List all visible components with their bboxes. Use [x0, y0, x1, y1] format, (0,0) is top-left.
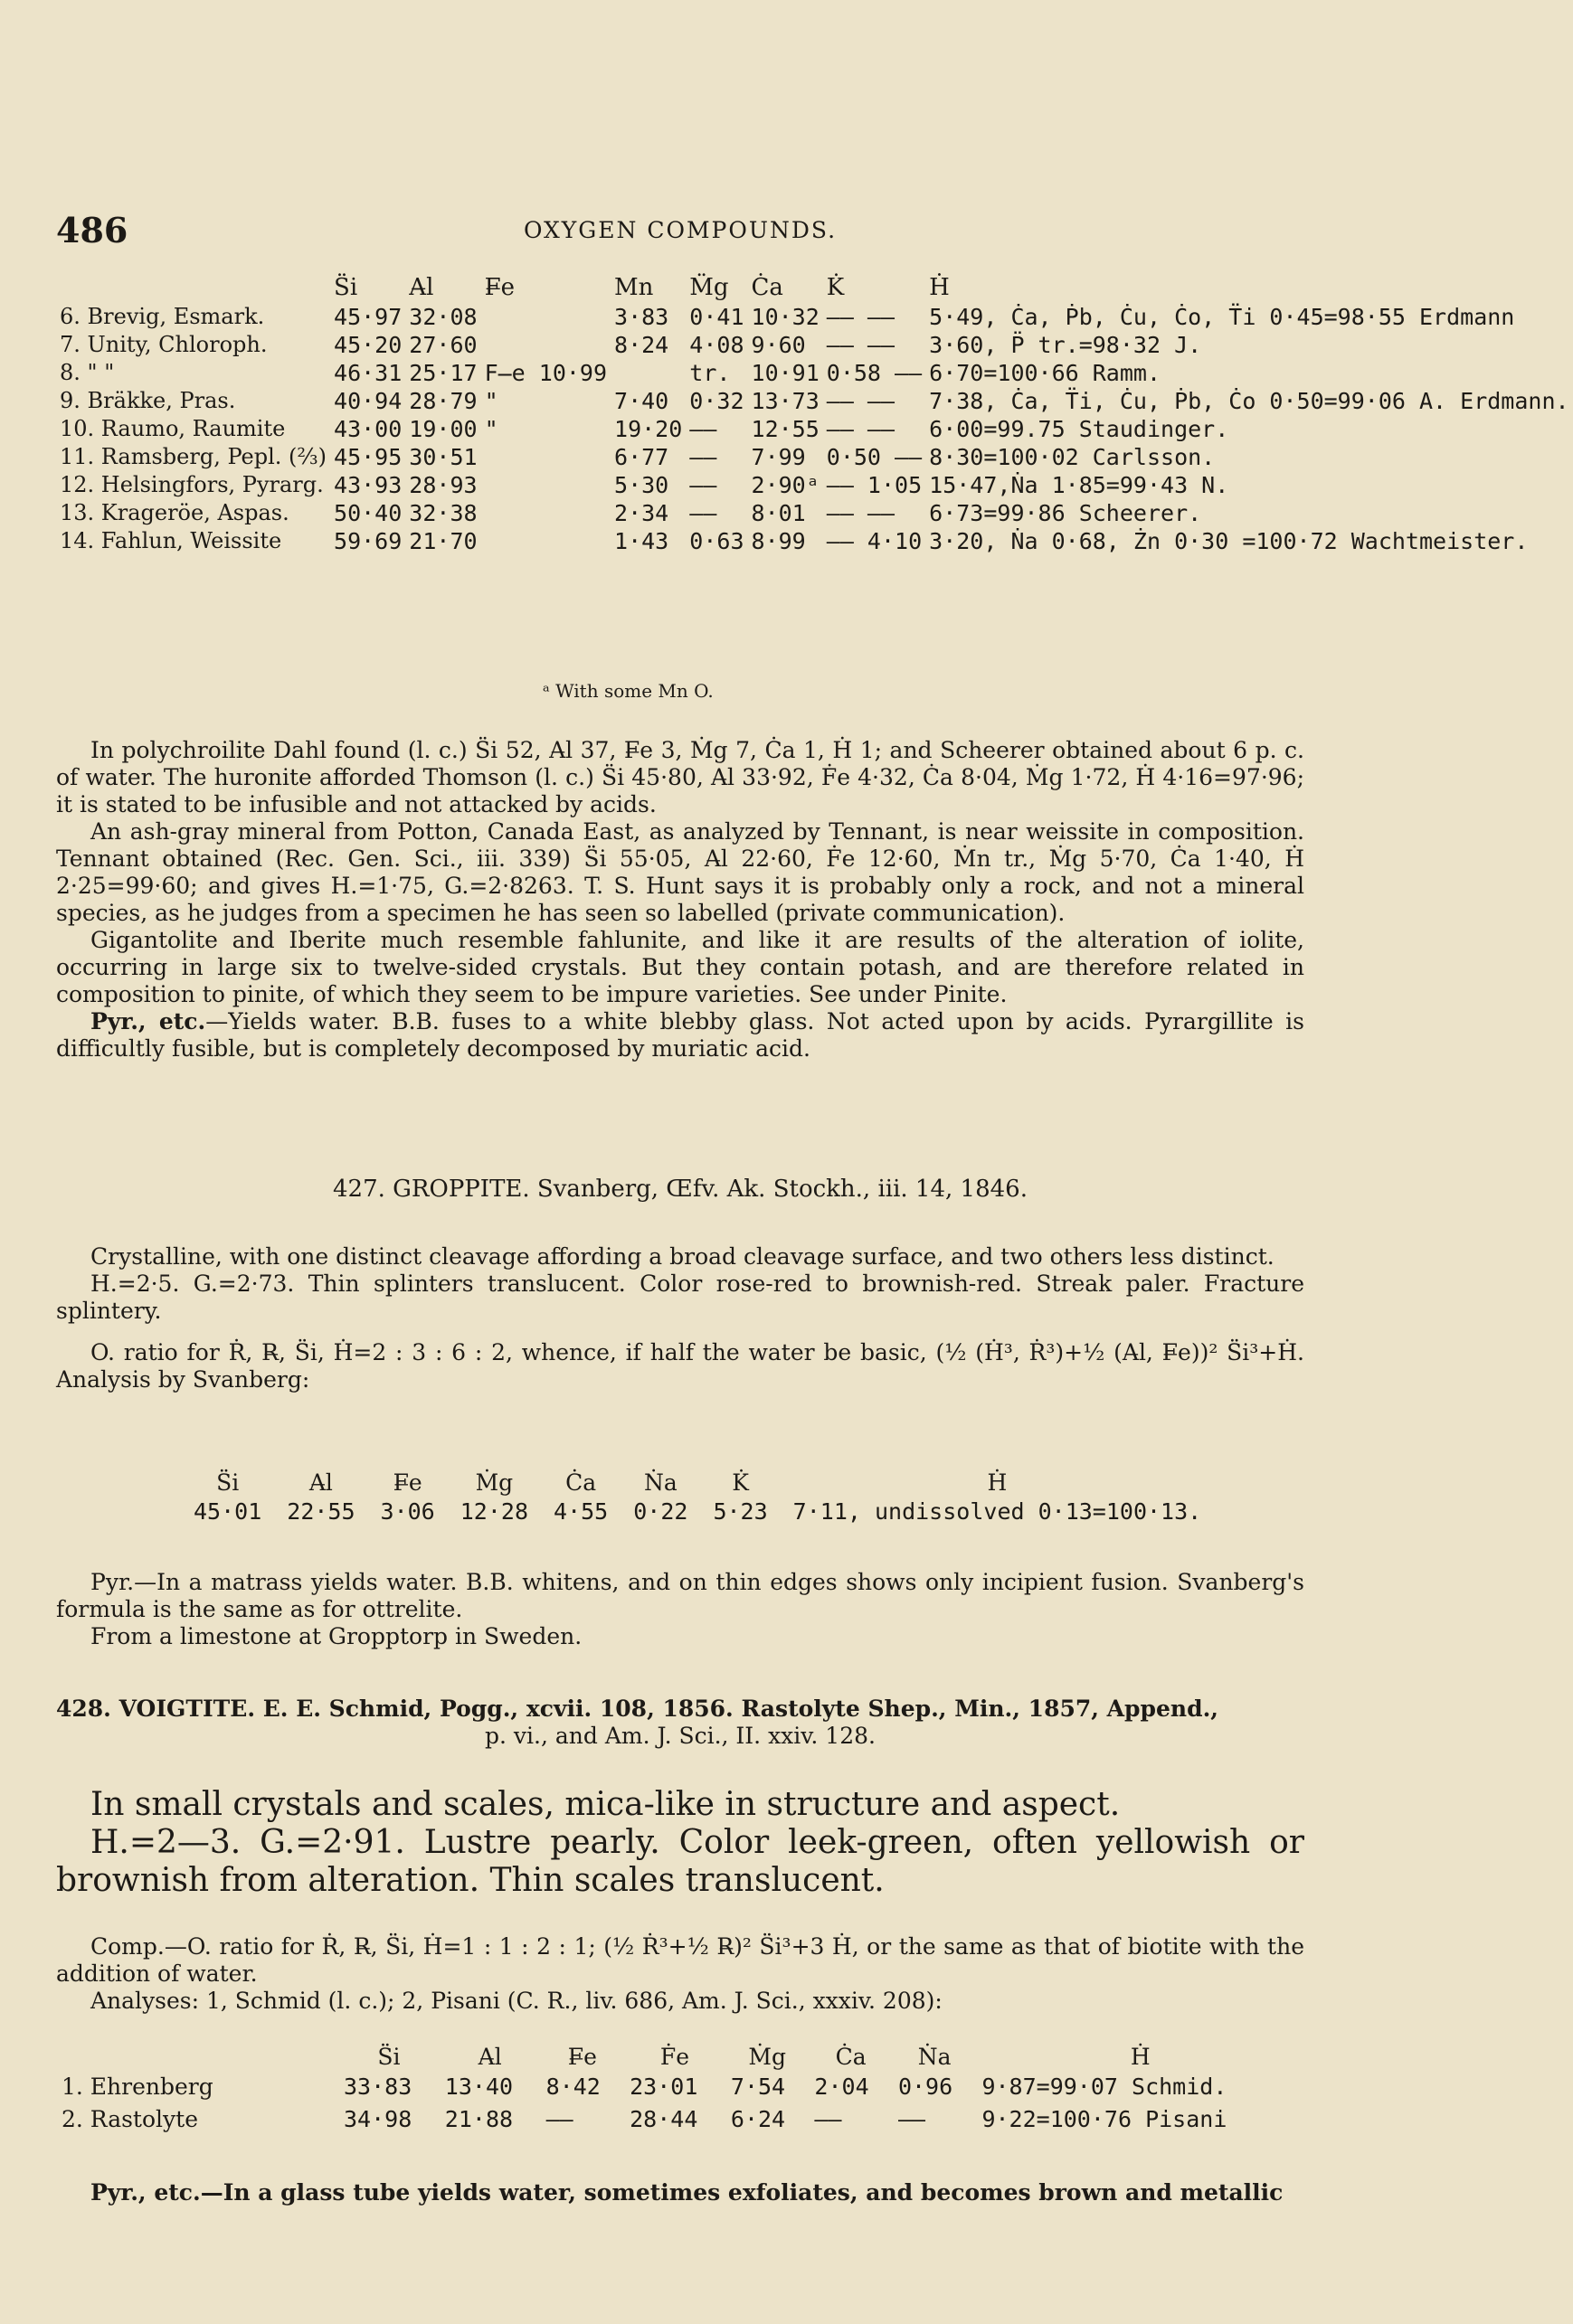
cell-value: 25·17 [409, 360, 478, 386]
groppite-p2: H.=2·5. G.=2·73. Thin splinters translucent. Color rose-red to brownish-red. Streak paler. Fracture splintery. [56, 1271, 1304, 1324]
cell-value: " [484, 416, 498, 442]
cell-value: 43·93 [334, 472, 403, 498]
row-label: 8. " " [60, 360, 115, 385]
page-number: 486 [56, 210, 128, 250]
groppite-p3: O. ratio for Ṙ, R̶, S̈i, Ḣ=2 : 3 : 6 : 2, whence, if half the water be basic, (½ (Ḣ³, Ṙ³)+½ (A̶l, F̶e))² S̈i³+Ḣ. Analysis by Svanberg: [56, 1339, 1304, 1393]
cell-value: 34·98 [344, 2105, 412, 2132]
cell-value: 28·44 [630, 2105, 698, 2132]
cell-value: 30·51 [409, 444, 478, 470]
cell-value: 8·42 [545, 2073, 601, 2100]
voigtite-big1: In small crystals and scales, mica-like in structure and aspect. [90, 1786, 1121, 1823]
cell-value: —— —— [826, 500, 895, 526]
cell-value: 0·32 [689, 388, 744, 414]
groppite-analysis-values [181, 1496, 1214, 1526]
cell-value: 4·08 [689, 332, 744, 358]
voigtite-heading-b: p. vi., and Am. J. Sci., II. xxiv. 128. [485, 1723, 876, 1749]
pyr-lead: Pyr., etc. [90, 1008, 206, 1034]
cell-value: 28·93 [409, 472, 478, 498]
col-header: K̇ [732, 1469, 749, 1496]
cell-value: —— [545, 2105, 573, 2132]
table-row [56, 444, 1573, 472]
col-header: Ṁg [748, 2044, 786, 2070]
col-header: M̈g [689, 274, 729, 301]
cell-value: 45·97 [334, 304, 403, 330]
col-header: A̶l [409, 274, 434, 301]
cell-value: 7·38, Ċa, T̈i, Ċu, Ṗb, Ċo 0·50=99·06 A. Erdmann. [929, 388, 1569, 414]
cell-value: 0·58 —— [826, 360, 923, 386]
col-header: Ċa [751, 274, 783, 301]
cell-value: 7·11, undissolved 0·13=100·13. [792, 1497, 1202, 1525]
cell-value: 28·79 [409, 388, 478, 414]
cell-value: —— 1·05 [826, 472, 923, 498]
cell-value: 40·94 [334, 388, 403, 414]
cell-value: 3·06 [380, 1497, 435, 1525]
cell-value [611, 360, 686, 388]
cell-value: 6·00=99.75 Staudinger. [929, 416, 1229, 442]
paragraph-potton: An ash-gray mineral from Potton, Canada East, as analyzed by Tennant, is near weissite in composition. Tennant obtained (Rec. Gen. Sci., iii. 339) S̈i 55·05, A̶l 22·60, Ḟe 12·60, Ṁn tr., Ṁg 5·70, Ċa 1·40, Ḣ 2·25=99·60; and gives H.=1·75, G.=2·8263. T. S. Hunt says it is probably only a rock, and not a mineral species, as he judges from a specimen he has seen so labelled (private communication). [56, 818, 1304, 926]
col-header: Ṁg [475, 1469, 514, 1496]
cell-value: 19·20 [614, 416, 683, 442]
cell-value [481, 472, 611, 500]
paragraph-pyr: Pyr., etc.—Yields water. B.B. fuses to a white blebby glass. Not acted upon by acids. Pyrargillite is difficultly fusible, but is completely decomposed by muriatic acid. [56, 1008, 1305, 1062]
table-footnote: ᵃ With some Mn O. [543, 680, 714, 702]
cell-value: 21·88 [444, 2105, 514, 2132]
cell-value: 0·22 [633, 1497, 688, 1525]
groppite-analysis [181, 1469, 1214, 1526]
table-row [56, 388, 1573, 416]
cell-value: —— [814, 2105, 842, 2132]
cell-value: 9·87=99·07 Schmid. [981, 2073, 1227, 2100]
cell-value: 10·32 [751, 304, 820, 330]
cell-value: 13·73 [751, 388, 820, 414]
text-block-voigtite-comp [56, 1933, 1304, 2015]
col-header: K̇ [826, 274, 845, 301]
col-header: Ċa [565, 1469, 597, 1496]
cell-value: 12·28 [460, 1497, 529, 1525]
cell-value: 0·41 [689, 304, 744, 330]
groppite-analysis-header [181, 1469, 1214, 1496]
groppite-p1: Crystalline, with one distinct cleavage affording a broad cleavage surface, and two others less distinct. [90, 1243, 1275, 1270]
cell-value: —— —— [826, 304, 895, 330]
row-label: 10. Raumo, Raumite [60, 416, 286, 441]
cell-value: 6·24 [730, 2105, 786, 2132]
running-title: OXYGEN COMPOUNDS. [523, 217, 838, 243]
cell-value [481, 500, 611, 528]
cell-value: 6·73=99·86 Scheerer. [929, 500, 1202, 526]
cell-value: 12·55 [751, 416, 820, 442]
groppite-p5: From a limestone at Gropptorp in Sweden. [90, 1623, 583, 1649]
cell-value: 4·55 [554, 1497, 609, 1525]
cell-value: 8·99 [751, 528, 806, 554]
cell-value: —— —— [826, 332, 895, 358]
cell-value: 9·60 [751, 332, 806, 358]
table-row [56, 304, 1573, 332]
cell-value: 32·38 [409, 500, 478, 526]
text-block-voigtite-large [56, 1786, 1304, 1900]
row-label: 14. Fahlun, Weissite [60, 528, 282, 553]
col-header: A̶l [478, 2044, 502, 2070]
cell-value: 45·95 [334, 444, 403, 470]
cell-value: —— —— [826, 388, 895, 414]
cell-value: 33·83 [344, 2073, 412, 2100]
heading-groppite: 427. GROPPITE. Svanberg, Œfv. Ak. Stockh., iii. 14, 1846. [333, 1176, 1028, 1203]
col-header: A̶l [308, 1469, 333, 1496]
cell-value: " [484, 388, 498, 414]
text-block-voigtite-pyr [56, 2179, 1304, 2206]
heading-voigtite [56, 1696, 1304, 1750]
cell-value: —— —— [826, 416, 895, 442]
cell-value: 50·40 [334, 500, 403, 526]
cell-value: tr. [689, 360, 731, 386]
col-header: S̈i [334, 274, 358, 301]
cell-value: 2·34 [614, 500, 669, 526]
cell-value: 15·47,Ṅa 1·85=99·43 N. [929, 472, 1229, 498]
cell-value: 8·01 [751, 500, 806, 526]
col-header: Ḣ [987, 1469, 1008, 1496]
row-label: 9. Bräkke, Pras. [60, 388, 236, 413]
groppite-p4: Pyr.—In a matrass yields water. B.B. whitens, and on thin edges shows only incipient fusion. Svanberg's formula is the same as for ottrelite. [56, 1569, 1304, 1622]
cell-value: 7·99 [751, 444, 806, 470]
text-block-groppite [56, 1243, 1304, 1393]
row-label: 11. Ramsberg, Pepl. (⅔) [60, 444, 327, 469]
voigtite-analysis-table [56, 2044, 1304, 2135]
cell-value: 0·50 —— [826, 444, 923, 470]
row-label: 6. Brevig, Esmark. [60, 304, 265, 329]
cell-value: —— [689, 444, 717, 470]
cell-value: 10·91 [751, 360, 820, 386]
cell-value: 2·90ᵃ [751, 472, 820, 498]
cell-value: —— [689, 416, 717, 442]
page-header [56, 210, 1304, 255]
table-row [56, 2070, 1304, 2102]
cell-value [481, 304, 611, 332]
cell-value: 0·63 [689, 528, 744, 554]
table-row [56, 332, 1573, 360]
cell-value: 5·49, Ċa, Ṗb, Ċu, Ċo, T̈i 0·45=98·55 Erdmann [929, 304, 1515, 330]
cell-value: 8·24 [614, 332, 669, 358]
col-header: S̈i [377, 2044, 401, 2070]
cell-value: 5·30 [614, 472, 669, 498]
cell-value: 9·22=100·76 Pisani [981, 2105, 1227, 2132]
voigtite-comp: Comp.—O. ratio for Ṙ, R̶, S̈i, Ḣ=1 : 1 : 2 : 1; (½ Ṙ³+½ R̶)² S̈i³+3 Ḣ, or the same as that of biotite with the addition of water. [56, 1933, 1304, 1987]
cell-value: 7·40 [614, 388, 669, 414]
cell-value: 1·43 [614, 528, 669, 554]
analysis-table-header [56, 271, 1573, 304]
cell-value: —— [689, 500, 717, 526]
row-label: 13. Krageröe, Aspas. [60, 500, 289, 525]
text-block-groppite-pyr [56, 1569, 1304, 1650]
cell-value: 6·77 [614, 444, 669, 470]
cell-value: 3·60, P̈ tr.=98·32 J. [929, 332, 1202, 358]
voigtite-pyr: Pyr., etc.—In a glass tube yields water, sometimes exfoliates, and becomes brown and metallic [90, 2179, 1284, 2206]
cell-value: 45·20 [334, 332, 403, 358]
voigtite-analyses: Analyses: 1, Schmid (l. c.); 2, Pisani (C. R., liv. 686, Am. J. Sci., xxxiv. 208): [90, 1988, 943, 2014]
cell-value: F̶e 10·99 [484, 360, 608, 386]
row-label: 12. Helsingfors, Pyrarg. [60, 472, 324, 497]
cell-value: 6·70=100·66 Ramm. [929, 360, 1161, 386]
row-label: 7. Unity, Chloroph. [60, 332, 268, 357]
cell-value: 45·01 [194, 1497, 262, 1525]
cell-value: 43·00 [334, 416, 403, 442]
voigtite-table-header [56, 2044, 1304, 2070]
col-header: Ḣ [929, 274, 950, 301]
row-label: 1. Ehrenberg [62, 2073, 213, 2100]
cell-value [481, 444, 611, 472]
col-header: Ṅa [643, 1469, 678, 1496]
col-header: Ḣ [1130, 2044, 1151, 2070]
col-header: Ṅa [917, 2044, 952, 2070]
cell-value: —— [897, 2105, 926, 2132]
text-block-fahlunite [56, 737, 1304, 1063]
voigtite-big2: H.=2—3. G.=2·91. Lustre pearly. Color leek-green, often yellowish or brownish from alteration. Thin scales translucent. [56, 1824, 1304, 1899]
col-header: Mn [614, 274, 654, 301]
table-row [56, 500, 1573, 528]
table-row [56, 360, 1573, 388]
table-row [56, 416, 1573, 444]
cell-value [481, 332, 611, 360]
cell-value: 2·04 [814, 2073, 869, 2100]
analysis-table [56, 271, 1573, 556]
cell-value: 32·08 [409, 304, 478, 330]
col-header: Ḟe [659, 2044, 690, 2070]
cell-value: 22·55 [287, 1497, 355, 1525]
cell-value: 23·01 [630, 2073, 698, 2100]
col-header: Ċa [835, 2044, 867, 2070]
voigtite-heading-a: 428. VOIGTITE. E. E. Schmid, Pogg., xcvii. 108, 1856. Rastolyte Shep., Min., 1857, Append., [56, 1696, 1218, 1722]
cell-value: 7·54 [730, 2073, 786, 2100]
table-row [56, 2102, 1304, 2135]
cell-value: —— 4·10 [826, 528, 923, 554]
cell-value: 3·20, Ṅa 0·68, Żn 0·30 =100·72 Wachtmeister. [929, 528, 1529, 554]
cell-value: 5·23 [713, 1497, 768, 1525]
cell-value: 46·31 [334, 360, 403, 386]
table-row [56, 472, 1573, 500]
col-header: F̶e [567, 2044, 597, 2070]
cell-value: 3·83 [614, 304, 669, 330]
paragraph-polychroilite: In polychroilite Dahl found (l. c.) S̈i 52, A̶l 37, F̶e 3, Ṁg 7, Ċa 1, Ḣ 1; and Scheerer obtained about 6 p. c. of water. The huronite afforded Thomson (l. c.) S̈i 45·80, A̶l 33·92, Ḟe 4·32, Ċa 8·04, Ṁg 1·72, Ḣ 4·16=97·96; it is stated to be infusible and not attacked by acids. [56, 737, 1304, 817]
cell-value: 59·69 [334, 528, 403, 554]
paragraph-gigantolite: Gigantolite and Iberite much resemble fahlunite, and like it are results of the alteration of iolite, occurring in large six to twelve-sided crystals. But they contain potash, and are therefore related in composition to pinite, of which they seem to be impure varieties. See under Pinite. [56, 927, 1304, 1007]
col-header: F̶e [484, 274, 515, 301]
col-header: S̈i [216, 1469, 240, 1496]
cell-value: 19·00 [409, 416, 478, 442]
cell-value: —— [689, 472, 717, 498]
cell-value: 0·96 [897, 2073, 953, 2100]
row-label: 2. Rastolyte [62, 2105, 198, 2132]
cell-value: 13·40 [444, 2073, 514, 2100]
cell-value: 21·70 [409, 528, 478, 554]
cell-value: 27·60 [409, 332, 478, 358]
cell-value [481, 528, 611, 556]
table-row [56, 528, 1573, 556]
col-header: F̶e [393, 1469, 422, 1496]
cell-value: 8·30=100·02 Carlsson. [929, 444, 1216, 470]
